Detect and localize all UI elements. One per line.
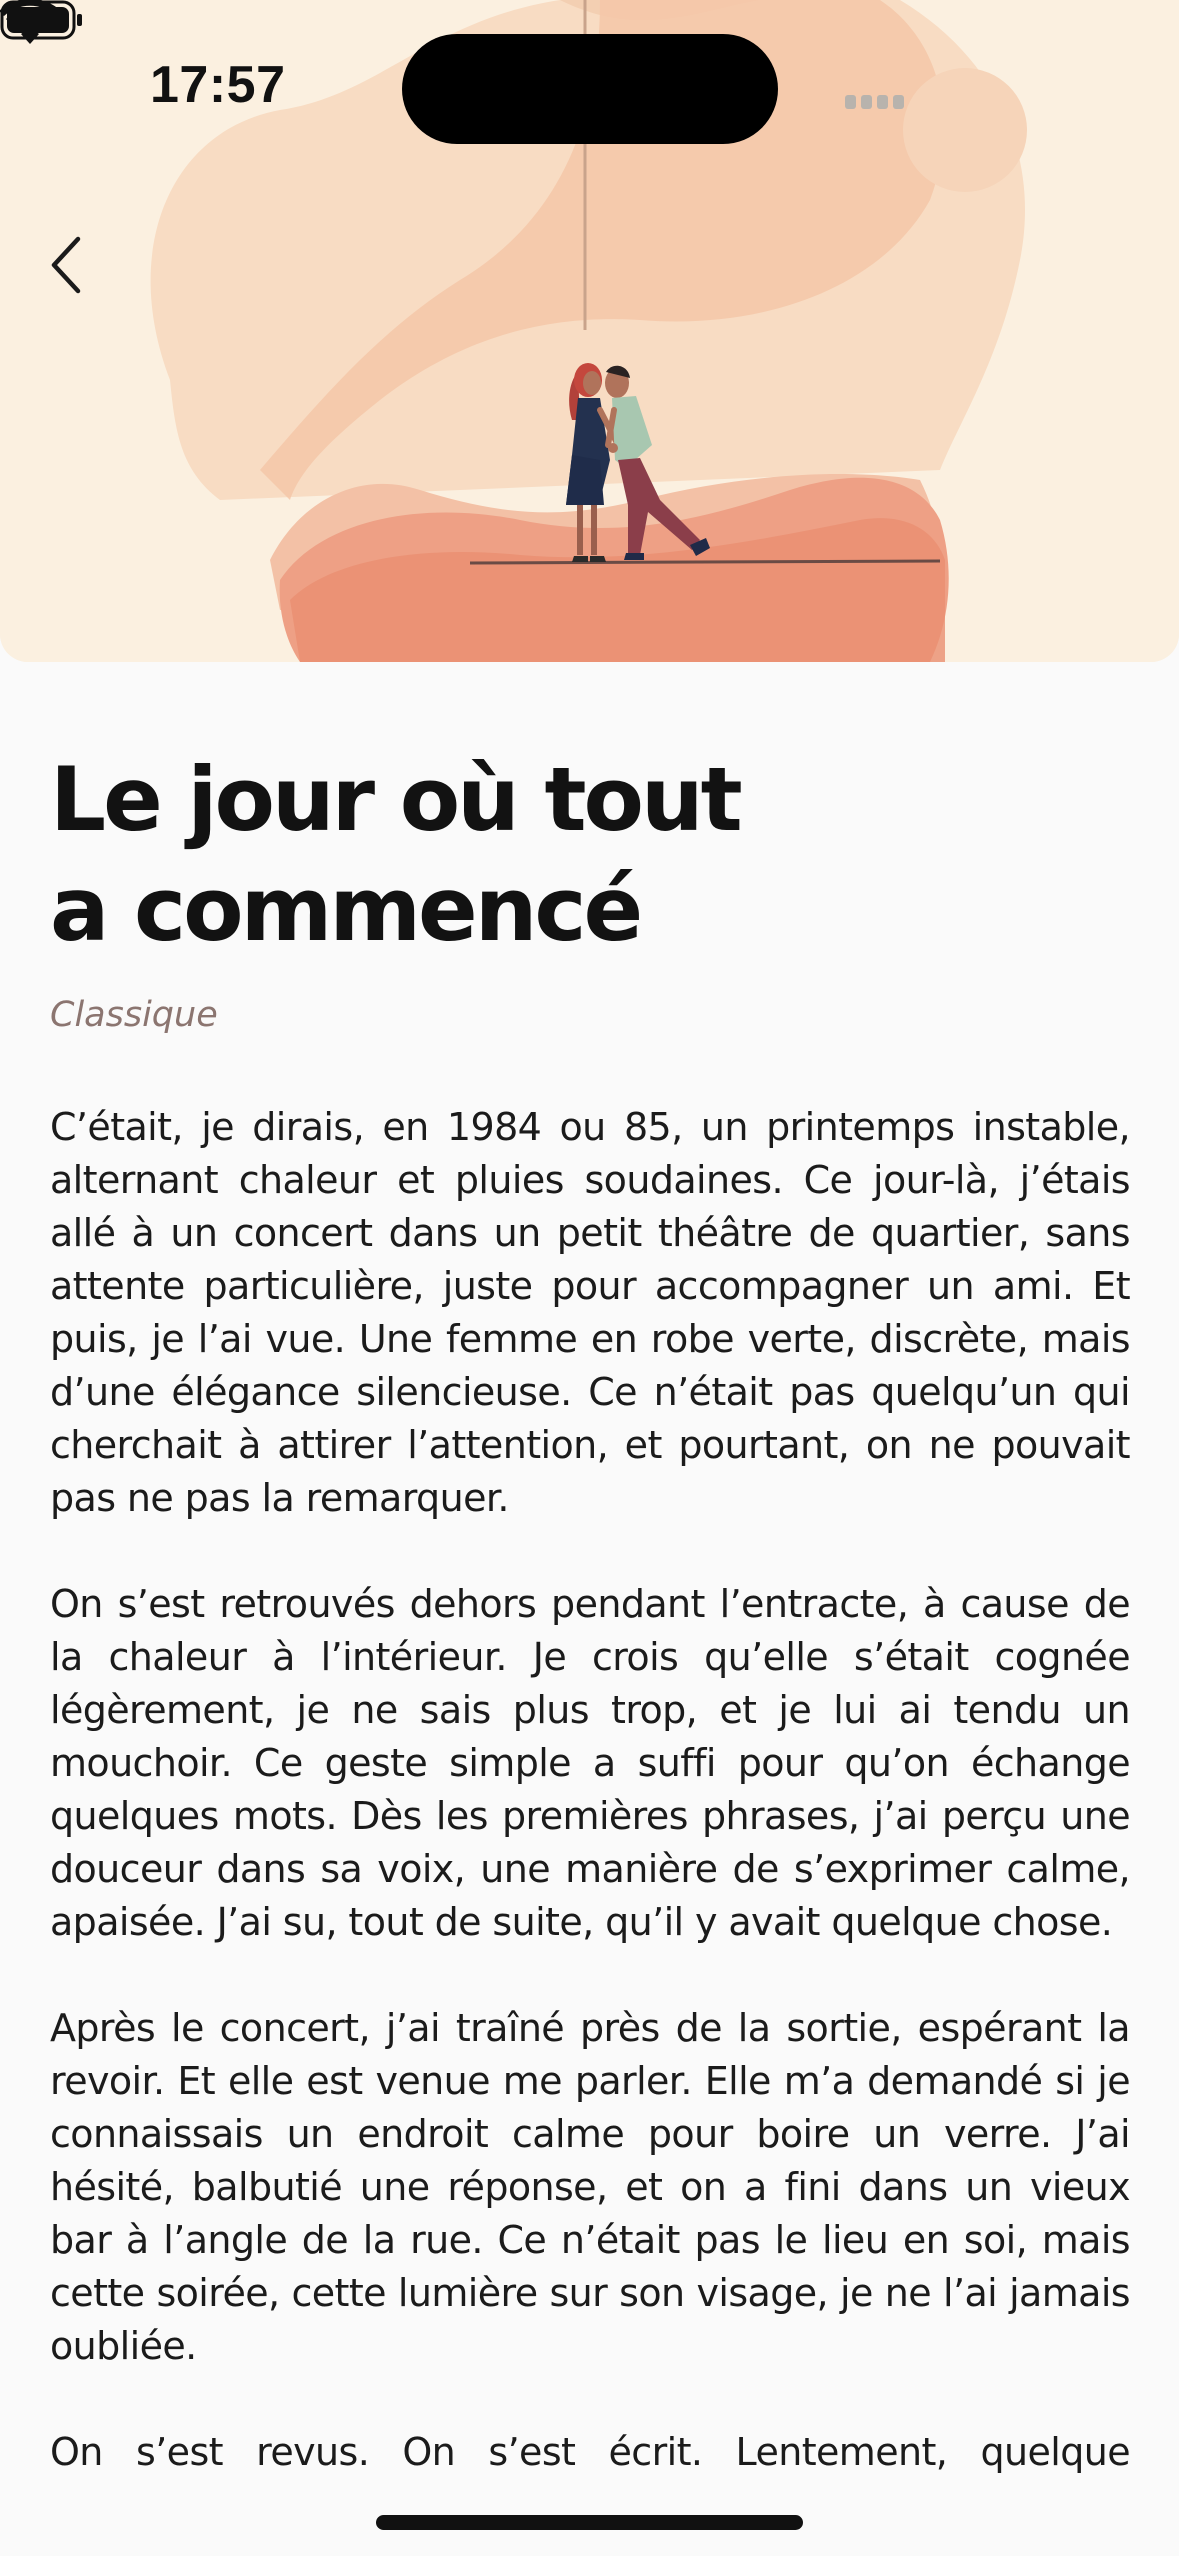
battery-icon (0, 0, 84, 40)
cellular-signal-icon (845, 95, 905, 109)
chevron-left-icon (48, 235, 84, 295)
story-text (50, 1101, 1130, 2479)
story-paragraph: On s’est retrouvés dehors pendant l’entracte, à cause de la chaleur à l’intérieur. Je crois qu’elle s’était cognée légèrement, je ne sais plus trop, et je lui ai tendu un mouchoir. Ce geste simple a suffi pour qu’on échange quelques mots. Dès les premières phrases, j’ai perçu une douceur dans sa voix, une manière de s’exprimer calme, apaisée. J’ai su, tout de suite, qu’il y avait quelque chose. (50, 1582, 1130, 1944)
dynamic-island (402, 34, 778, 144)
home-indicator[interactable] (376, 2515, 803, 2530)
status-bar-time: 17:57 (150, 56, 286, 114)
story-paragraph: On s’est revus. On s’est écrit. Lentement, quelque (50, 2430, 1130, 2474)
story-title: Le jour où tout a commencé (50, 748, 740, 961)
story-paragraph: Après le concert, j’ai traîné près de la sortie, espérant la revoir. Et elle est venue me parler. Elle m’a demandé si je connaissais un endroit calme pour boire un verre. J’ai hésité, balbutié une réponse, et on a fini dans un vieux bar à l’angle de la rue. Ce n’était pas le lieu en soi, mais cette soirée, cette lumière sur son visage, je ne l’ai jamais oubliée. (50, 2006, 1130, 2368)
story-content (50, 745, 1130, 2532)
hero-illustration (0, 0, 1179, 662)
story-paragraph: C’était, je dirais, en 1984 ou 85, un printemps instable, alternant chaleur et pluies soudaines. Ce jour-là, j’étais allé à un concert dans un petit théâtre de quartier, sans attente particulière, juste pour accompagner un ami. Et puis, je l’ai vue. Une femme en robe verte, discrète, mais d’une élégance silencieuse. Ce n’était pas quelqu’un qui cherchait à attirer l’attention, et pourtant, on ne pouvait pas ne pas la remarquer. (50, 1105, 1130, 1520)
back-button[interactable] (48, 235, 118, 310)
story-genre: Classique (50, 995, 218, 1035)
